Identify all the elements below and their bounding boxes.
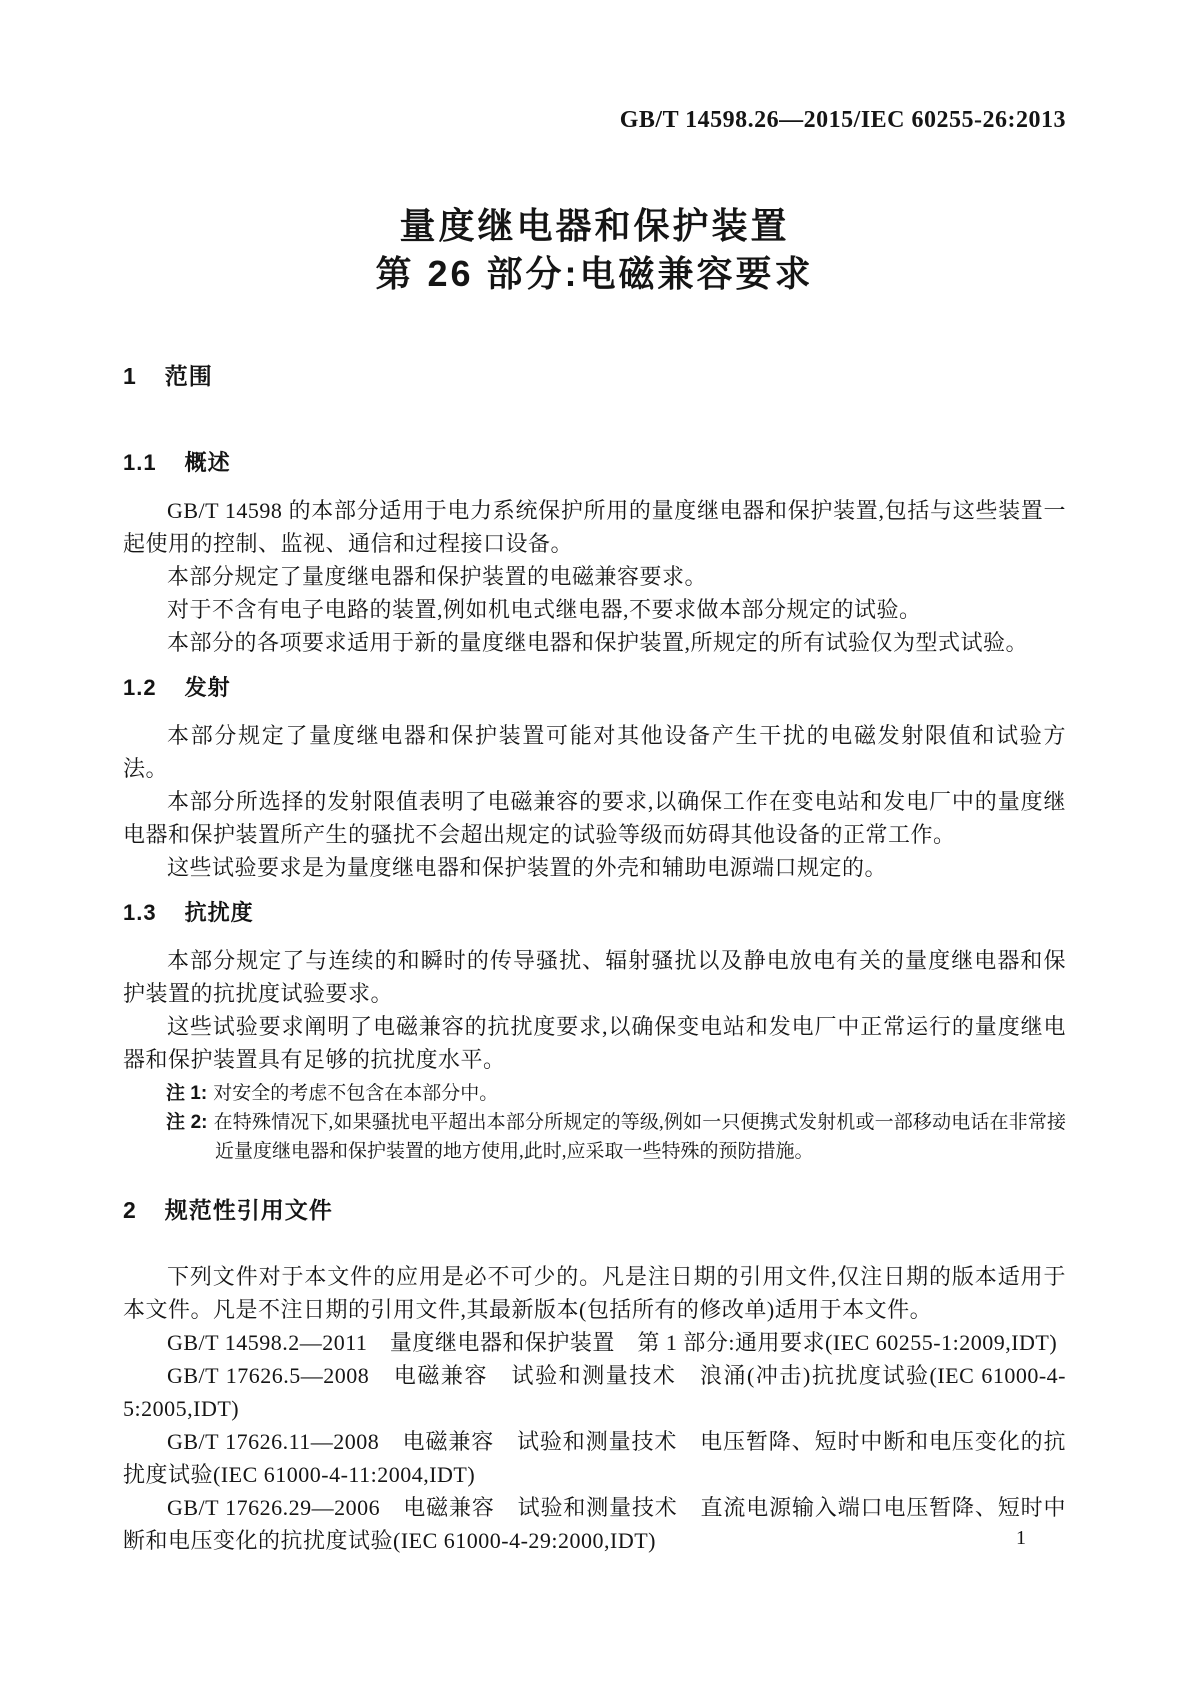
emission-paragraph: 这些试验要求是为量度继电器和保护装置的外壳和辅助电源端口规定的。 <box>167 855 888 880</box>
subsection-immunity-number: 1.3 <box>123 900 157 925</box>
references-paragraphs <box>123 1260 1066 1557</box>
page-number: 1 <box>1016 1527 1026 1549</box>
subsection-emission-number: 1.2 <box>123 675 157 700</box>
emission-paragraph: 本部分规定了量度继电器和保护装置可能对其他设备产生干扰的电磁发射限值和试验方法。 <box>123 723 1066 781</box>
emission-paragraph: 本部分所选择的发射限值表明了电磁兼容的要求,以确保工作在变电站和发电厂中的量度继电器和保护装置所产生的骚扰不会超出规定的试验等级而妨碍其他设备的正常工作。 <box>123 789 1066 847</box>
reference-item: GB/T 17626.29—2006 电磁兼容 试验和测量技术 直流电源输入端口电压暂降、短时中断和电压变化的抗扰度试验(IEC 61000-4-29:2000,IDT) <box>123 1495 1066 1553</box>
immunity-notes <box>123 1079 1066 1166</box>
document-title-line2: 第 26 部分:电磁兼容要求 <box>375 253 814 294</box>
subsection-immunity-title: 抗扰度 <box>184 900 254 925</box>
note-1 <box>166 1079 1066 1108</box>
note-2-text: 在特殊情况下,如果骚扰电平超出本部分所规定的等级,例如一只便携式发射机或一部移动电话在非常接近量度继电器和保护装置的地方使用,此时,应采取一些特殊的预防措施。 <box>213 1112 1066 1162</box>
page-content <box>123 0 1066 1557</box>
subsection-overview-number: 1.1 <box>123 450 157 475</box>
note-2-label: 注 2: <box>166 1112 208 1133</box>
subsection-overview-title: 概述 <box>184 450 231 475</box>
section-scope-title: 范围 <box>164 363 213 389</box>
subsection-emission-heading <box>123 673 1066 703</box>
section-references-number: 2 <box>123 1197 137 1223</box>
reference-item: GB/T 14598.2—2011 量度继电器和保护装置 第 1 部分:通用要求(IEC 60255-1:2009,IDT) <box>167 1330 1058 1355</box>
document-title-line1: 量度继电器和保护装置 <box>399 205 790 246</box>
overview-paragraphs <box>123 494 1066 659</box>
immunity-paragraphs <box>123 944 1066 1076</box>
document-code-header: GB/T 14598.26—2015/IEC 60255-26:2013 <box>619 107 1066 133</box>
emission-paragraphs <box>123 719 1066 884</box>
note-1-text: 对安全的考虑不包含在本部分中。 <box>213 1083 499 1104</box>
subsection-emission-title: 发射 <box>184 675 231 700</box>
overview-paragraph: 本部分的各项要求适用于新的量度继电器和保护装置,所规定的所有试验仅为型式试验。 <box>167 630 1029 655</box>
overview-paragraph: 对于不含有电子电路的装置,例如机电式继电器,不要求做本部分规定的试验。 <box>167 597 922 622</box>
section-references-heading <box>123 1194 1066 1226</box>
section-references-title: 规范性引用文件 <box>164 1197 333 1223</box>
immunity-paragraph: 这些试验要求阐明了电磁兼容的抗扰度要求,以确保变电站和发电厂中正常运行的量度继电器和保护装置具有足够的抗扰度水平。 <box>123 1014 1066 1072</box>
reference-item: GB/T 17626.5—2008 电磁兼容 试验和测量技术 浪涌(冲击)抗扰度试验(IEC 61000-4-5:2005,IDT) <box>123 1363 1066 1421</box>
note-1-label: 注 1: <box>166 1083 208 1104</box>
references-intro: 下列文件对于本文件的应用是必不可少的。凡是注日期的引用文件,仅注日期的版本适用于本文件。凡是不注日期的引用文件,其最新版本(包括所有的修改单)适用于本文件。 <box>123 1264 1066 1322</box>
section-scope-heading <box>123 360 1066 392</box>
immunity-paragraph: 本部分规定了与连续的和瞬时的传导骚扰、辐射骚扰以及静电放电有关的量度继电器和保护装置的抗扰度试验要求。 <box>123 948 1066 1006</box>
document-title <box>123 202 1066 298</box>
subsection-overview-heading <box>123 448 1066 478</box>
note-2 <box>166 1108 1066 1166</box>
overview-paragraph: 本部分规定了量度继电器和保护装置的电磁兼容要求。 <box>167 564 708 589</box>
subsection-immunity-heading <box>123 898 1066 928</box>
overview-paragraph: GB/T 14598 的本部分适用于电力系统保护所用的量度继电器和保护装置,包括与这些装置一起使用的控制、监视、通信和过程接口设备。 <box>123 498 1066 556</box>
section-scope-number: 1 <box>123 363 137 389</box>
reference-item: GB/T 17626.11—2008 电磁兼容 试验和测量技术 电压暂降、短时中断和电压变化的抗扰度试验(IEC 61000-4-11:2004,IDT) <box>123 1429 1066 1487</box>
